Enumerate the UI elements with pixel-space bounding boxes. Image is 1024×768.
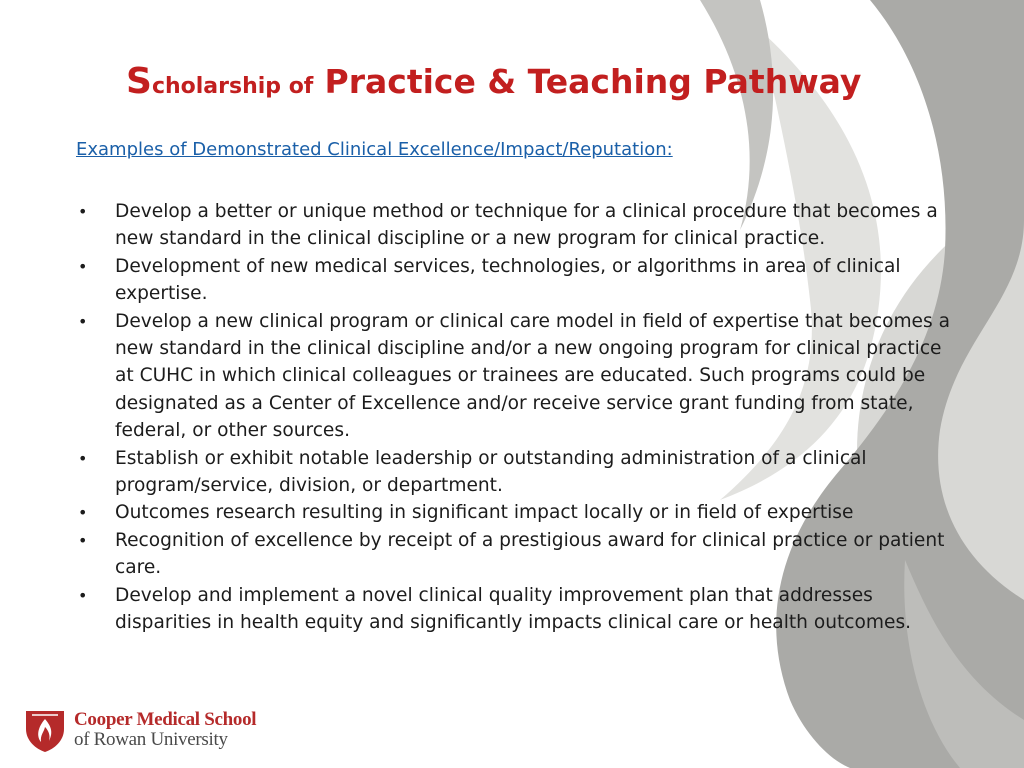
logo-university-name: of Rowan University [74, 729, 228, 750]
bullet-list [76, 198, 956, 637]
flame-shield-icon [24, 707, 66, 753]
bullet-text: Recognition of excellence by receipt of a prestigious award for clinical practice or patient care. [115, 529, 945, 579]
bullet-text: Develop and implement a novel clinical quality improvement plan that addresses disparities in health equity and significantly impacts clinical care or health outcomes. [115, 584, 912, 634]
cooper-logo [24, 707, 256, 753]
bullet-icon: • [78, 448, 88, 468]
section-subtitle: Examples of Demonstrated Clinical Excellence/Impact/Reputation: [76, 139, 673, 160]
title-main-part: Practice & Teaching Pathway [324, 62, 862, 101]
bullet-text: Develop a better or unique method or technique for a clinical procedure that becomes a new standard in the clinical discipline or a new program for clinical practice. [115, 201, 938, 250]
bullet-icon: • [78, 530, 88, 550]
bullet-item [76, 499, 956, 526]
bullet-text: Develop a new clinical program or clinical care model in field of expertise that becomes a new standard in the clinical discipline and/or a new ongoing program for clinical practice at CUHC in which clinical colleagues or trainees are educated. Such programs could be designated as a Center of Excellence and/or receive service grant funding from state, federal, or other sources. [115, 310, 950, 442]
bullet-item [76, 308, 956, 445]
title-initial: S [126, 61, 152, 102]
title-small-part: cholarship of [151, 74, 314, 99]
bullet-icon: • [78, 585, 88, 605]
bullet-icon: • [78, 503, 88, 523]
bullet-item [76, 527, 956, 582]
bullet-item [76, 253, 956, 308]
bullet-icon: • [78, 311, 88, 331]
bullet-item [76, 445, 956, 500]
bullet-icon: • [78, 202, 88, 221]
bullet-item [76, 198, 956, 253]
bullet-text: Development of new medical services, technologies, or algorithms in area of clinical expertise. [115, 255, 901, 305]
page-title [126, 62, 861, 102]
bullet-icon: • [78, 256, 88, 276]
bullet-item [76, 582, 956, 637]
logo-text [74, 710, 256, 750]
logo-school-name: Cooper Medical School [74, 709, 257, 731]
bullet-text: Establish or exhibit notable leadership or outstanding administration of a clinical program/service, division, or department. [115, 447, 867, 497]
bullet-text: Outcomes research resulting in significant impact locally or in field of expertise [115, 502, 854, 524]
swoosh-dark-shape [700, 0, 773, 230]
